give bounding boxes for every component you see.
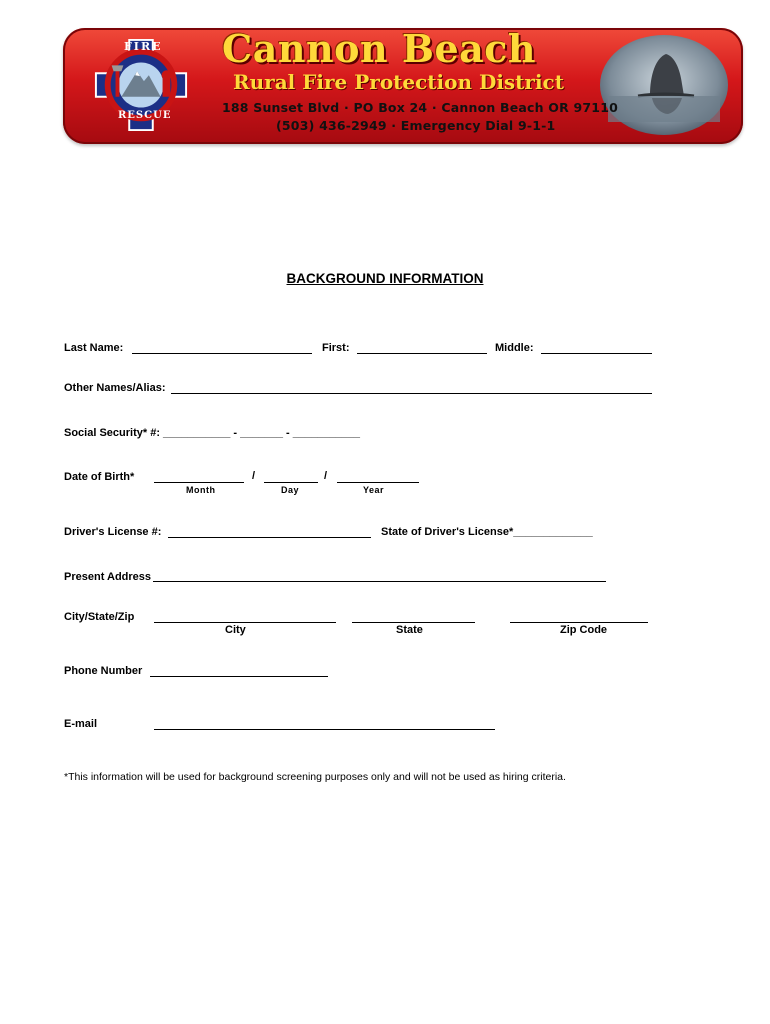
state-caption: State (396, 624, 423, 636)
phone-field[interactable] (150, 676, 328, 677)
dob-separator: / (324, 470, 328, 482)
last-name-label: Last Name: (64, 342, 124, 354)
dob-month-caption: Month (186, 485, 216, 495)
other-names-label: Other Names/Alias: (64, 382, 166, 394)
city-field[interactable] (154, 622, 336, 623)
ssn-label[interactable]: Social Security* #: ___________ - _______ - ___________ (64, 427, 361, 439)
dob-day-field[interactable] (264, 482, 318, 483)
form-title: BACKGROUND INFORMATION (286, 271, 484, 286)
state-field[interactable] (352, 622, 475, 623)
dob-label: Date of Birth* (64, 471, 135, 483)
city-state-zip-label: City/State/Zip (64, 611, 135, 623)
banner-phone: (503) 436-2949 · Emergency Dial 9-1-1 (276, 118, 556, 133)
drivers-license-label: Driver's License #: (64, 526, 162, 538)
dob-year-caption: Year (363, 485, 385, 495)
middle-name-field[interactable] (541, 353, 652, 354)
other-names-field[interactable] (171, 393, 652, 394)
first-name-label: First: (322, 342, 350, 354)
city-caption: City (225, 624, 246, 636)
last-name-field[interactable] (132, 353, 312, 354)
logo-top-text: FIRE (124, 40, 163, 53)
dob-separator: / (252, 470, 256, 482)
banner-subtitle: Rural Fire Protection District (233, 70, 564, 94)
email-label: E-mail (64, 718, 98, 730)
footnote: *This information will be used for background screening purposes only and will not be used as hiring criteria. (64, 771, 566, 783)
dob-month-field[interactable] (154, 482, 244, 483)
banner-title: Cannon Beach (222, 26, 537, 71)
logo-bottom-text: RESCUE (118, 110, 172, 121)
middle-name-label: Middle: (495, 342, 534, 354)
zip-caption: Zip Code (560, 624, 608, 636)
haystack-rock-photo (598, 34, 730, 136)
email-field[interactable] (154, 729, 495, 730)
dob-day-caption: Day (281, 485, 300, 495)
state-dl-label[interactable]: State of Driver's License*_____________ (381, 526, 593, 538)
first-name-field[interactable] (357, 353, 487, 354)
zip-field[interactable] (510, 622, 648, 623)
phone-label: Phone Number (64, 665, 143, 677)
present-address-label: Present Address (64, 571, 152, 583)
present-address-field[interactable] (153, 581, 606, 582)
banner-address: 188 Sunset Blvd · PO Box 24 · Cannon Beach OR 97110 (222, 100, 619, 115)
dob-year-field[interactable] (337, 482, 419, 483)
drivers-license-field[interactable] (168, 537, 371, 538)
